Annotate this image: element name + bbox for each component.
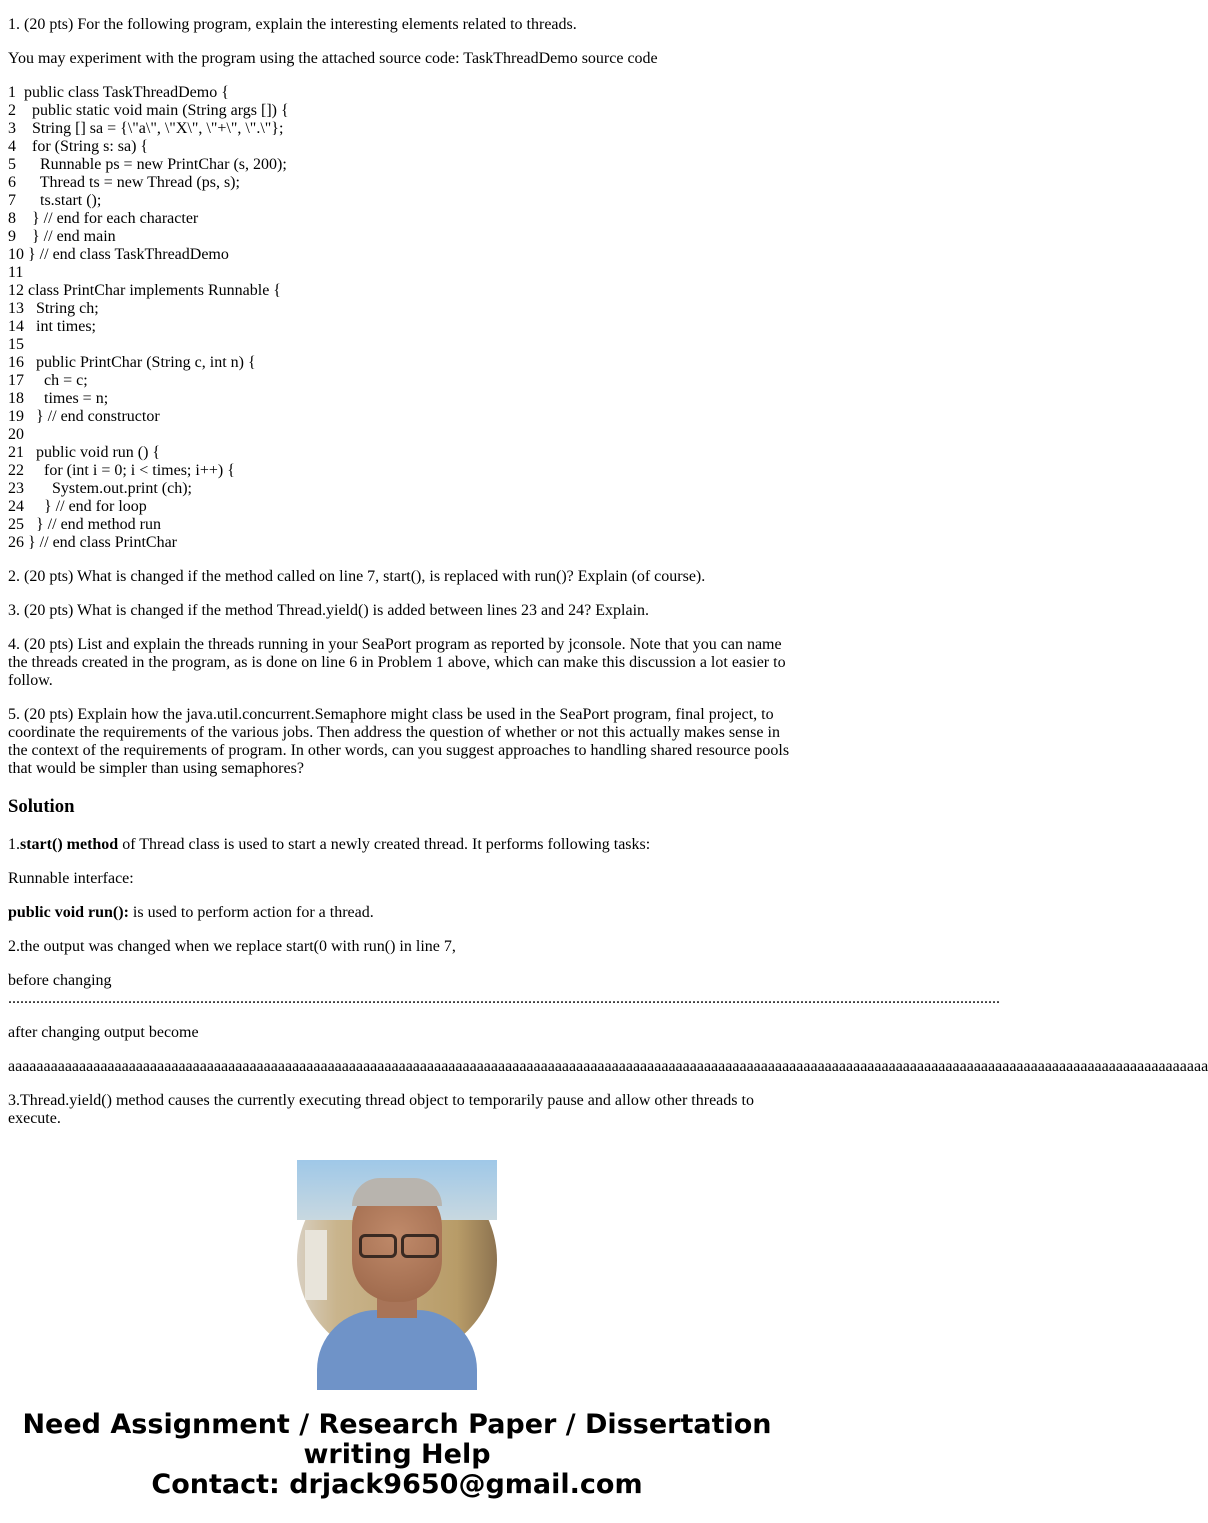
footer-line-2: Contact: drjack9650@gmail.com	[151, 1469, 643, 1500]
run-method	[8, 904, 794, 922]
solution-1-bold: start() method	[20, 836, 119, 853]
before-output: ........................................................................................................................................................................................................................................................	[8, 990, 1000, 1007]
footer-line-1: Need Assignment / Research Paper / Dissertation writing Help	[22, 1409, 772, 1470]
solution-1	[8, 836, 794, 854]
run-method-bold: public void run():	[8, 904, 129, 921]
profile-photo-container	[0, 1160, 794, 1360]
solution-2: 2.the output was changed when we replace start(0 with run() in line 7,	[8, 938, 456, 955]
question-1: 1. (20 pts) For the following program, explain the interesting elements related to threads.	[8, 16, 577, 33]
runnable-label: Runnable interface:	[8, 870, 134, 887]
after-label: after changing output become	[8, 1024, 199, 1041]
solution-1-prefix: 1.	[8, 836, 20, 853]
solution-3: 3.Thread.yield() method causes the currently executing thread object to temporarily pause and allow other threads to execute.	[8, 1092, 754, 1127]
solution-1-text: of Thread class is used to start a newly created thread. It performs following tasks:	[118, 836, 651, 853]
after-output: aaaaaaaaaaaaaaaaaaaaaaaaaaaaaaaaaaaaaaaaaaaaaaaaaaaaaaaaaaaaaaaaaaaaaaaaaaaaaaaaaaaaaaaaaaaaaaaaaaaaaaaaaaaaaaaaaaaaaaaaaaaaaaaaaaaaaaaaaaaaaaaaaaaaaaaaaaaaaaaaaaaaaaaaa	[8, 1058, 1208, 1075]
before-label: before changing	[8, 972, 112, 989]
question-3: 3. (20 pts) What is changed if the method Thread.yield() is added between lines 23 and 24? Explain.	[8, 602, 650, 619]
question-2: 2. (20 pts) What is changed if the method called on line 7, start(), is replaced with run()? Explain (of course).	[8, 568, 706, 585]
question-4: 4. (20 pts) List and explain the threads running in your SeaPort program as reported by jconsole. Note that you can name the threads created in the program, as is done on line 6 in Problem 1 above, which can make this discussion a lot easier to follow.	[8, 636, 786, 689]
solution-heading: Solution	[8, 796, 75, 817]
code-listing: 1 public class TaskThreadDemo { 2 public static void main (String args []) { 3 String [] sa = {\"a\", \"X\", \"+\", \".\"}; 4 for (String s: sa) { 5 Runnable ps = new PrintChar (s, 200); 6 Thread ts = new Thread (ps, s); 7 ts.start (); 8 } // end for each character 9 } // end main 10 } // end class TaskThreadDemo 11 12 class PrintChar implements Runnable { 13 String ch; 14 int times; 15 16 public PrintChar (String c, int n) { 17 ch = c; 18 times = n; 19 } // end constructor 20 21 public void run () { 22 for (int i = 0; i < times; i++) { 23 System.out.print (ch); 24 } // end for loop 25 } // end method run 26 } // end class PrintChar	[8, 84, 289, 551]
profile-photo	[297, 1160, 497, 1360]
run-method-text: is used to perform action for a thread.	[128, 904, 374, 921]
question-1-note: You may experiment with the program using the attached source code: TaskThreadDemo source code	[8, 50, 658, 67]
footer-banner	[0, 1410, 794, 1500]
question-5: 5. (20 pts) Explain how the java.util.concurrent.Semaphore might class be used in the SeaPort program, final project, to coordinate the requirements of the various jobs. Then address the question of whether or not this actually makes sense in the context of the requirements of program. In other words, can you suggest approaches to handling shared resource pools that would be simpler than using semaphores?	[8, 706, 790, 777]
